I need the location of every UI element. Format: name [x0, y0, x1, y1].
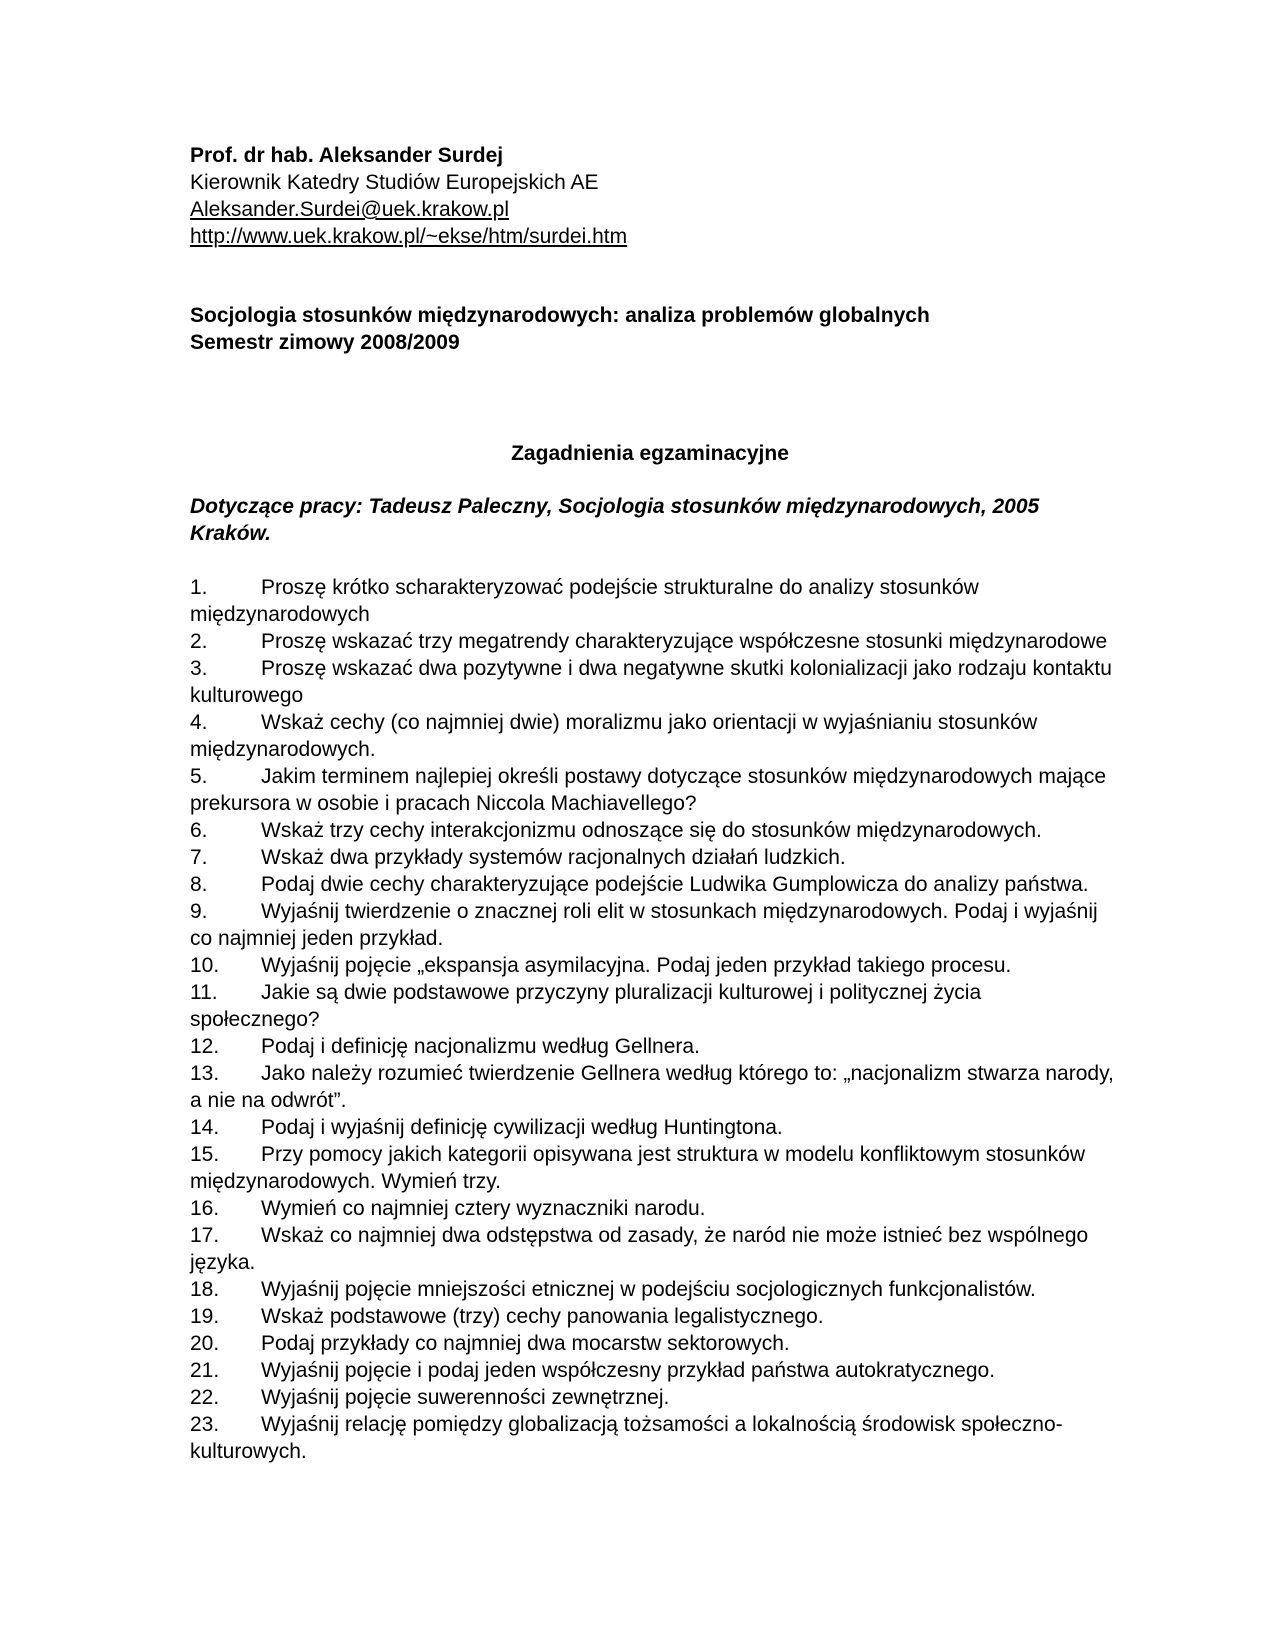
question-number: 13. [190, 1062, 220, 1085]
question-item [190, 655, 1115, 709]
author-position: Kierownik Katedry Studiów Europejskich AE [190, 171, 599, 194]
question-text: Wyjaśnij relację pomiędzy globalizacją tożsamości a lokalnością środowisk społeczno-kulturowych. [190, 1413, 1063, 1463]
question-item [190, 1222, 1115, 1276]
question-item [190, 1141, 1115, 1195]
author-email-link[interactable]: Aleksander.Surdei@uek.krakow.pl [190, 198, 509, 221]
author-name: Prof. dr hab. Aleksander Surdej [190, 144, 504, 167]
question-number: 18. [190, 1278, 220, 1301]
question-item [190, 1060, 1115, 1114]
question-text: Proszę wskazać trzy megatrendy charakteryzujące współczesne stosunki międzynarodowe [261, 630, 1108, 653]
question-number: 20. [190, 1332, 220, 1355]
author-website-link[interactable]: http://www.uek.krakow.pl/~ekse/htm/surdei.htm [190, 225, 628, 248]
question-number: 6. [190, 819, 208, 842]
question-item [190, 628, 1115, 655]
question-text: Jakim terminem najlepiej określi postawy dotyczące stosunków międzynarodowych mające prekursora w osobie i pracach Niccola Machiavellego? [190, 765, 1107, 815]
question-number: 14. [190, 1116, 220, 1139]
question-text: Wskaż dwa przykłady systemów racjonalnych działań ludzkich. [261, 846, 846, 869]
question-text: Przy pomocy jakich kategorii opisywana jest struktura w modelu konfliktowym stosunków międzynarodowych. Wymień trzy. [190, 1143, 1085, 1193]
question-item [190, 898, 1115, 952]
question-number: 23. [190, 1413, 220, 1436]
question-text: Proszę krótko scharakteryzować podejście strukturalne do analizy stosunków międzynarodowych [190, 576, 979, 626]
course-semester: Semestr zimowy 2008/2009 [190, 331, 460, 354]
author-block [190, 142, 1110, 250]
question-number: 17. [190, 1224, 220, 1247]
question-number: 4. [190, 711, 208, 734]
question-number: 9. [190, 900, 208, 923]
question-item [190, 1195, 1115, 1222]
question-text: Wyjaśnij pojęcie „ekspansja asymilacyjna. Podaj jeden przykład takiego procesu. [261, 954, 1012, 977]
question-number: 19. [190, 1305, 220, 1328]
question-item [190, 1330, 1115, 1357]
question-item [190, 1384, 1115, 1411]
question-text: Podaj i wyjaśnij definicję cywilizacji według Huntingtona. [261, 1116, 783, 1139]
course-title: Socjologia stosunków międzynarodowych: analiza problemów globalnych [190, 304, 930, 327]
reference-note: Dotyczące pracy: Tadeusz Paleczny, Socjologia stosunków międzynarodowych, 2005 Kraków. [190, 495, 1040, 545]
question-number: 12. [190, 1035, 220, 1058]
question-text: Wskaż cechy (co najmniej dwie) moralizmu jako orientacji w wyjaśnianiu stosunków międzynarodowych. [190, 711, 1038, 761]
question-item [190, 844, 1115, 871]
question-text: Podaj przykłady co najmniej dwa mocarstw sektorowych. [261, 1332, 790, 1355]
question-item [190, 1357, 1115, 1384]
question-number: 8. [190, 873, 208, 896]
question-text: Wskaż podstawowe (trzy) cechy panowania legalistycznego. [261, 1305, 824, 1328]
question-text: Proszę wskazać dwa pozytywne i dwa negatywne skutki kolonializacji jako rodzaju kontaktu kulturowego [190, 657, 1112, 707]
question-text: Podaj i definicję nacjonalizmu według Gellnera. [261, 1035, 700, 1058]
question-text: Wskaż trzy cechy interakcjonizmu odnoszące się do stosunków międzynarodowych. [261, 819, 1042, 842]
question-item [190, 709, 1115, 763]
question-text: Jako należy rozumieć twierdzenie Gellnera według którego to: „nacjonalizm stwarza narody, a nie na odwrót”. [190, 1062, 1114, 1112]
course-block [190, 302, 1110, 356]
question-number: 16. [190, 1197, 220, 1220]
question-number: 21. [190, 1359, 220, 1382]
question-number: 11. [190, 981, 218, 1004]
question-item [190, 1276, 1115, 1303]
question-item [190, 1411, 1115, 1465]
question-text: Wyjaśnij pojęcie mniejszości etnicznej w podejściu socjologicznych funkcjonalistów. [261, 1278, 1036, 1301]
question-number: 15. [190, 1143, 220, 1166]
question-item [190, 979, 1115, 1033]
question-number: 3. [190, 657, 208, 680]
question-text: Podaj dwie cechy charakteryzujące podejście Ludwika Gumplowicza do analizy państwa. [261, 873, 1089, 896]
question-item [190, 817, 1115, 844]
question-item [190, 1114, 1115, 1141]
question-number: 7. [190, 846, 208, 869]
question-text: Wskaż co najmniej dwa odstępstwa od zasady, że naród nie może istnieć bez wspólnego języka. [190, 1224, 1089, 1274]
question-item [190, 574, 1115, 628]
question-number: 22. [190, 1386, 220, 1409]
question-list [190, 574, 1115, 1465]
question-number: 1. [190, 576, 208, 599]
question-number: 5. [190, 765, 208, 788]
question-item [190, 763, 1115, 817]
section-heading: Zagadnienia egzaminacyjne [511, 442, 789, 465]
question-text: Wyjaśnij twierdzenie o znacznej roli elit w stosunkach międzynarodowych. Podaj i wyjaśnij co najmniej jeden przykład. [190, 900, 1098, 950]
question-item [190, 952, 1115, 979]
question-number: 10. [190, 954, 220, 977]
question-item [190, 1303, 1115, 1330]
question-text: Wyjaśnij pojęcie i podaj jeden współczesny przykład państwa autokratycznego. [261, 1359, 996, 1382]
question-text: Wymień co najmniej cztery wyznaczniki narodu. [261, 1197, 706, 1220]
question-text: Wyjaśnij pojęcie suwerenności zewnętrznej. [261, 1386, 670, 1409]
question-text: Jakie są dwie podstawowe przyczyny pluralizacji kulturowej i politycznej życia społecznego? [190, 981, 982, 1031]
question-item [190, 1033, 1115, 1060]
question-number: 2. [190, 630, 208, 653]
question-item [190, 871, 1115, 898]
